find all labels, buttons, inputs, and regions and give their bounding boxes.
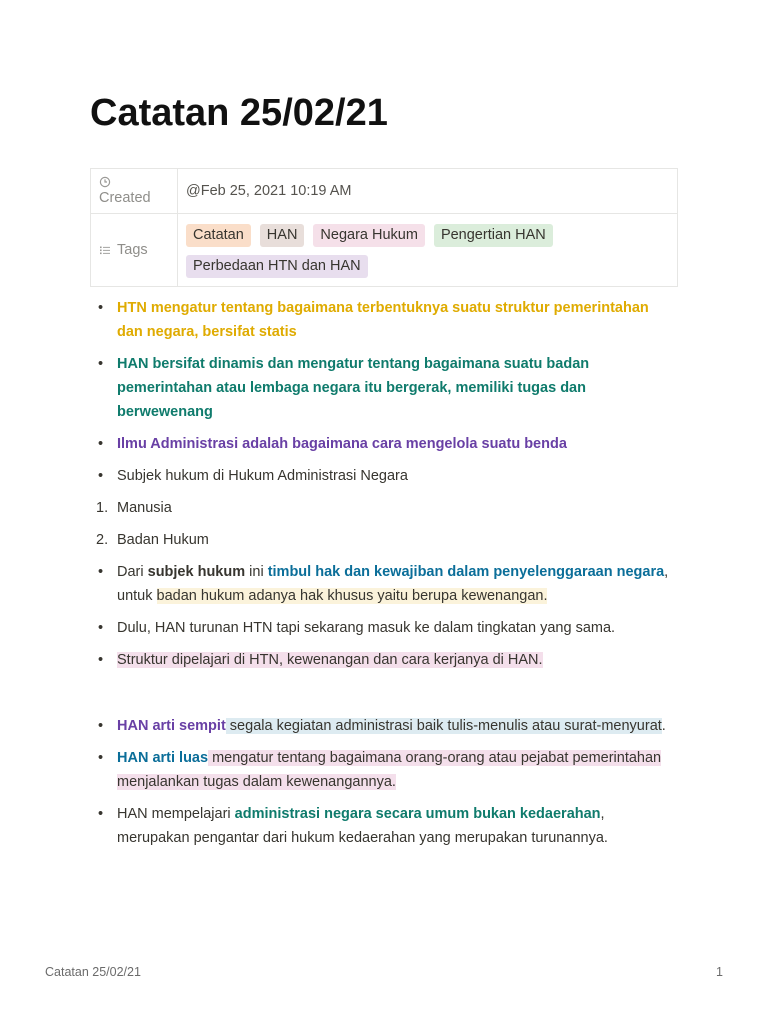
blue-bold-text-segment: timbul hak dan kewajiban dalam penyelenggaraan negara xyxy=(267,564,665,580)
text-segment: , merupakan pengantar dari hukum kedaerahan yang merupakan turunannya. xyxy=(117,806,608,846)
bullet-text: Ilmu Administrasi adalah bagaimana cara mengelola suatu benda xyxy=(117,436,567,452)
property-name-created xyxy=(91,169,178,214)
bullet-item xyxy=(90,746,670,794)
yellow-highlight-segment: badan hukum adanya hak khusus yaitu berupa kewenangan. xyxy=(156,588,548,604)
tag-catatan[interactable]: Catatan xyxy=(186,224,251,247)
numbered-text: Manusia xyxy=(117,500,172,516)
properties-table xyxy=(90,168,678,287)
bullet-item xyxy=(90,296,670,344)
footer-title: Catatan 25/02/21 xyxy=(45,965,141,979)
tag-han[interactable]: HAN xyxy=(260,224,305,247)
text-segment: Dari xyxy=(117,564,148,580)
bullet-item xyxy=(90,560,670,608)
bullet-marker: • xyxy=(98,300,104,316)
property-name-tags xyxy=(91,214,178,287)
empty-block xyxy=(90,680,670,714)
property-value-created[interactable]: @Feb 25, 2021 10:19 AM xyxy=(178,169,678,214)
bullet-item xyxy=(90,802,670,850)
tag-negara-hukum[interactable]: Negara Hukum xyxy=(313,224,425,247)
text-segment: . xyxy=(661,718,666,734)
property-label-created: Created xyxy=(99,190,151,206)
page-title: Catatan 25/02/21 xyxy=(90,92,388,134)
property-row-tags xyxy=(91,214,678,287)
bullet-marker: • xyxy=(98,436,104,452)
text-segment: HAN mempelajari xyxy=(117,806,235,822)
number-marker: 1. xyxy=(96,500,109,516)
bullet-marker: • xyxy=(98,806,104,822)
bullet-item xyxy=(90,616,670,640)
pink-highlight-segment: Struktur dipelajari di HTN, kewenangan dan cara kerjanya di HAN. xyxy=(117,652,543,668)
purple-bold-text-segment: HAN arti sempit xyxy=(117,718,226,734)
bullet-text: Dulu, HAN turunan HTN tapi sekarang masuk ke dalam tingkatan yang sama. xyxy=(117,620,616,636)
pink-highlight-segment: mengatur tentang bagaimana orang-orang atau pejabat pemerintahan menjalankan tugas dalam kewenangannya. xyxy=(117,750,662,790)
bullet-text: HTN mengatur tentang bagaimana terbentuknya suatu struktur pemerintahan dan negara, bersifat statis xyxy=(117,300,649,340)
bullet-item xyxy=(90,352,670,424)
bullet-marker: • xyxy=(98,356,104,372)
bold-text-segment: subjek hukum xyxy=(147,564,246,580)
bullet-marker: • xyxy=(98,468,104,484)
bullet-marker: • xyxy=(98,750,104,766)
property-row-created xyxy=(91,169,678,214)
bullet-item xyxy=(90,714,670,738)
bullet-marker: • xyxy=(98,718,104,734)
numbered-item xyxy=(90,528,670,552)
bullet-text: HAN bersifat dinamis dan mengatur tentang bagaimana suatu badan pemerintahan atau lembaga negara itu bergerak, memiliki tugas dan berwewenang xyxy=(117,356,590,420)
number-marker: 2. xyxy=(96,532,109,548)
bullet-marker: • xyxy=(98,620,104,636)
clock-icon xyxy=(99,176,111,188)
page-content xyxy=(90,296,670,858)
bullet-item xyxy=(90,464,670,488)
list-icon xyxy=(99,244,111,256)
blue-bold-text-segment: HAN arti luas xyxy=(117,750,209,766)
tag-pengertian-han[interactable]: Pengertian HAN xyxy=(434,224,553,247)
numbered-text: Badan Hukum xyxy=(117,532,209,548)
bullet-item xyxy=(90,432,670,456)
text-segment: , untuk xyxy=(117,564,669,604)
page-number: 1 xyxy=(716,965,723,979)
bullet-item xyxy=(90,648,670,672)
blue-highlight-segment: segala kegiatan administrasi baik tulis-menulis atau surat-menyurat xyxy=(225,718,662,734)
text-segment: ini xyxy=(245,564,268,580)
numbered-item xyxy=(90,496,670,520)
bullet-text: Subjek hukum di Hukum Administrasi Negara xyxy=(117,468,408,484)
property-value-tags xyxy=(178,214,678,287)
bullet-marker: • xyxy=(98,652,104,668)
teal-bold-text-segment: administrasi negara secara umum bukan kedaerahan xyxy=(234,806,601,822)
property-label-tags: Tags xyxy=(117,242,148,258)
bullet-marker: • xyxy=(98,564,104,580)
tag-perbedaan-htn-dan-han[interactable]: Perbedaan HTN dan HAN xyxy=(186,255,368,278)
